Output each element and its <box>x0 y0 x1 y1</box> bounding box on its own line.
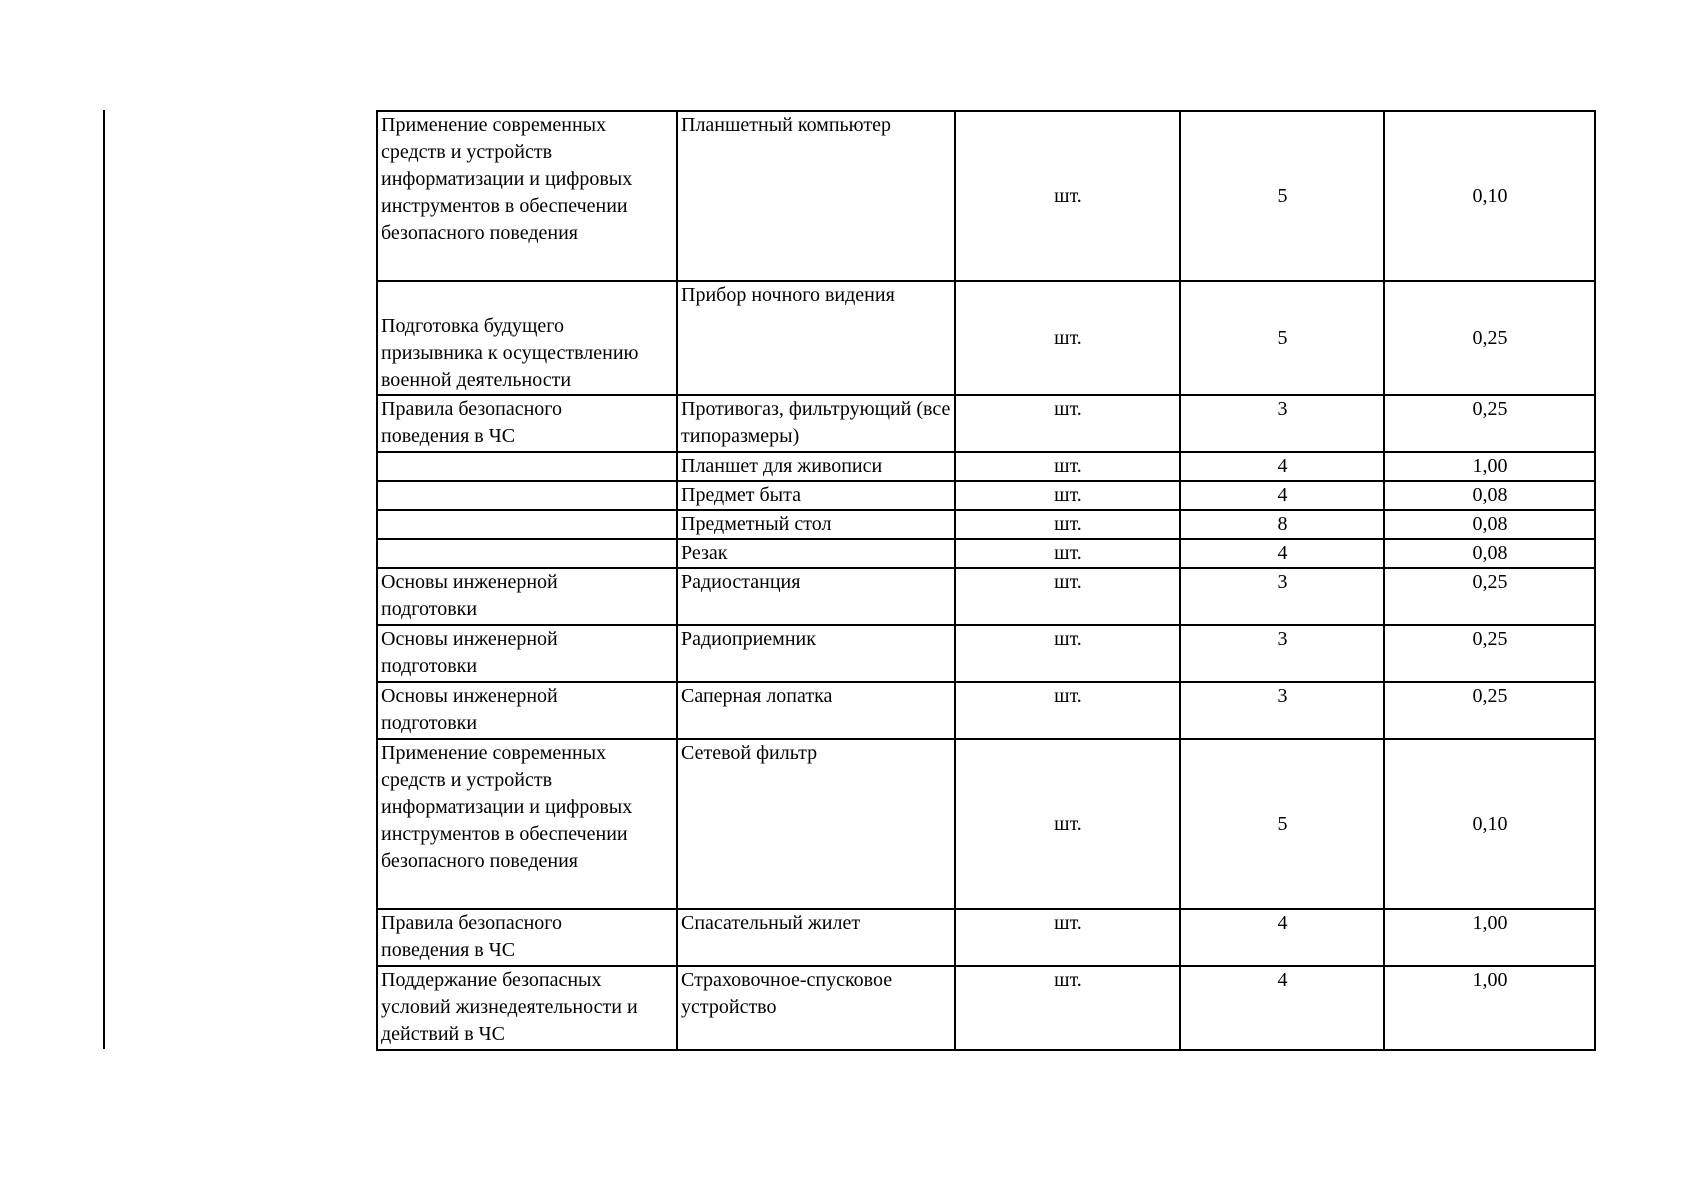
quantity-cell: 5 <box>1180 739 1384 909</box>
norm-cell: 0,25 <box>1384 395 1595 452</box>
table-row <box>377 966 1595 1050</box>
quantity-cell: 4 <box>1180 481 1384 510</box>
item-cell: Прибор ночного видения <box>677 281 955 395</box>
norm-cell: 1,00 <box>1384 909 1595 966</box>
norm-cell: 0,08 <box>1384 481 1595 510</box>
norm-cell: 0,10 <box>1384 739 1595 909</box>
topic-cell: Правила безопасного поведения в ЧС <box>377 395 677 452</box>
unit-cell: шт. <box>955 452 1180 481</box>
unit-cell: шт. <box>955 510 1180 539</box>
table-row <box>377 568 1595 625</box>
quantity-cell: 3 <box>1180 625 1384 682</box>
unit-cell: шт. <box>955 682 1180 739</box>
quantity-cell: 5 <box>1180 111 1384 281</box>
unit-cell: шт. <box>955 481 1180 510</box>
norm-cell: 0,25 <box>1384 568 1595 625</box>
topic-cell: Правила безопасного поведения в ЧС <box>377 909 677 966</box>
norm-cell: 0,08 <box>1384 539 1595 568</box>
norm-cell: 1,00 <box>1384 966 1595 1050</box>
unit-cell: шт. <box>955 111 1180 281</box>
unit-cell: шт. <box>955 568 1180 625</box>
norm-cell: 0,25 <box>1384 682 1595 739</box>
item-cell: Предмет быта <box>677 481 955 510</box>
unit-cell: шт. <box>955 625 1180 682</box>
quantity-cell: 4 <box>1180 909 1384 966</box>
item-cell: Радиостанция <box>677 568 955 625</box>
topic-cell: Подготовка будущего призывника к осуществлению военной деятельности <box>377 281 677 395</box>
table-row <box>377 281 1595 395</box>
table-row <box>377 739 1595 909</box>
topic-cell: Основы инженерной подготовки <box>377 625 677 682</box>
unit-cell: шт. <box>955 281 1180 395</box>
item-cell: Резак <box>677 539 955 568</box>
unit-cell: шт. <box>955 539 1180 568</box>
item-cell: Планшет для живописи <box>677 452 955 481</box>
table-row <box>377 510 1595 539</box>
topic-cell: Основы инженерной подготовки <box>377 568 677 625</box>
item-cell: Саперная лопатка <box>677 682 955 739</box>
topic-cell <box>377 510 677 539</box>
unit-cell: шт. <box>955 909 1180 966</box>
quantity-cell: 4 <box>1180 966 1384 1050</box>
quantity-cell: 3 <box>1180 395 1384 452</box>
quantity-cell: 5 <box>1180 281 1384 395</box>
table-row <box>377 539 1595 568</box>
norm-cell: 0,10 <box>1384 111 1595 281</box>
table-row <box>377 395 1595 452</box>
unit-cell: шт. <box>955 739 1180 909</box>
item-cell: Сетевой фильтр <box>677 739 955 909</box>
norm-cell: 0,25 <box>1384 281 1595 395</box>
item-cell: Планшетный компьютер <box>677 111 955 281</box>
item-cell: Предметный стол <box>677 510 955 539</box>
norm-cell: 0,25 <box>1384 625 1595 682</box>
norm-cell: 1,00 <box>1384 452 1595 481</box>
table-row <box>377 481 1595 510</box>
topic-cell <box>377 481 677 510</box>
table-row <box>377 625 1595 682</box>
equipment-table <box>376 110 1596 1051</box>
topic-cell: Основы инженерной подготовки <box>377 682 677 739</box>
quantity-cell: 3 <box>1180 568 1384 625</box>
item-cell: Спасательный жилет <box>677 909 955 966</box>
table-row <box>377 682 1595 739</box>
topic-cell: Применение современных средств и устройств информатизации и цифровых инструментов в обеспечении безопасного поведения <box>377 111 677 281</box>
quantity-cell: 4 <box>1180 452 1384 481</box>
norm-cell: 0,08 <box>1384 510 1595 539</box>
unit-cell: шт. <box>955 966 1180 1050</box>
quantity-cell: 4 <box>1180 539 1384 568</box>
topic-cell: Применение современных средств и устройств информатизации и цифровых инструментов в обеспечении безопасного поведения <box>377 739 677 909</box>
topic-cell <box>377 539 677 568</box>
page-margin-rule <box>103 110 105 1049</box>
unit-cell: шт. <box>955 395 1180 452</box>
item-cell: Страховочное-спусковое устройство <box>677 966 955 1050</box>
item-cell: Противогаз, фильтрующий (все типоразмеры) <box>677 395 955 452</box>
table-row <box>377 452 1595 481</box>
topic-cell: Поддержание безопасных условий жизнедеятельности и действий в ЧС <box>377 966 677 1050</box>
item-cell: Радиоприемник <box>677 625 955 682</box>
table-row <box>377 111 1595 281</box>
table-row <box>377 909 1595 966</box>
quantity-cell: 3 <box>1180 682 1384 739</box>
quantity-cell: 8 <box>1180 510 1384 539</box>
topic-cell <box>377 452 677 481</box>
